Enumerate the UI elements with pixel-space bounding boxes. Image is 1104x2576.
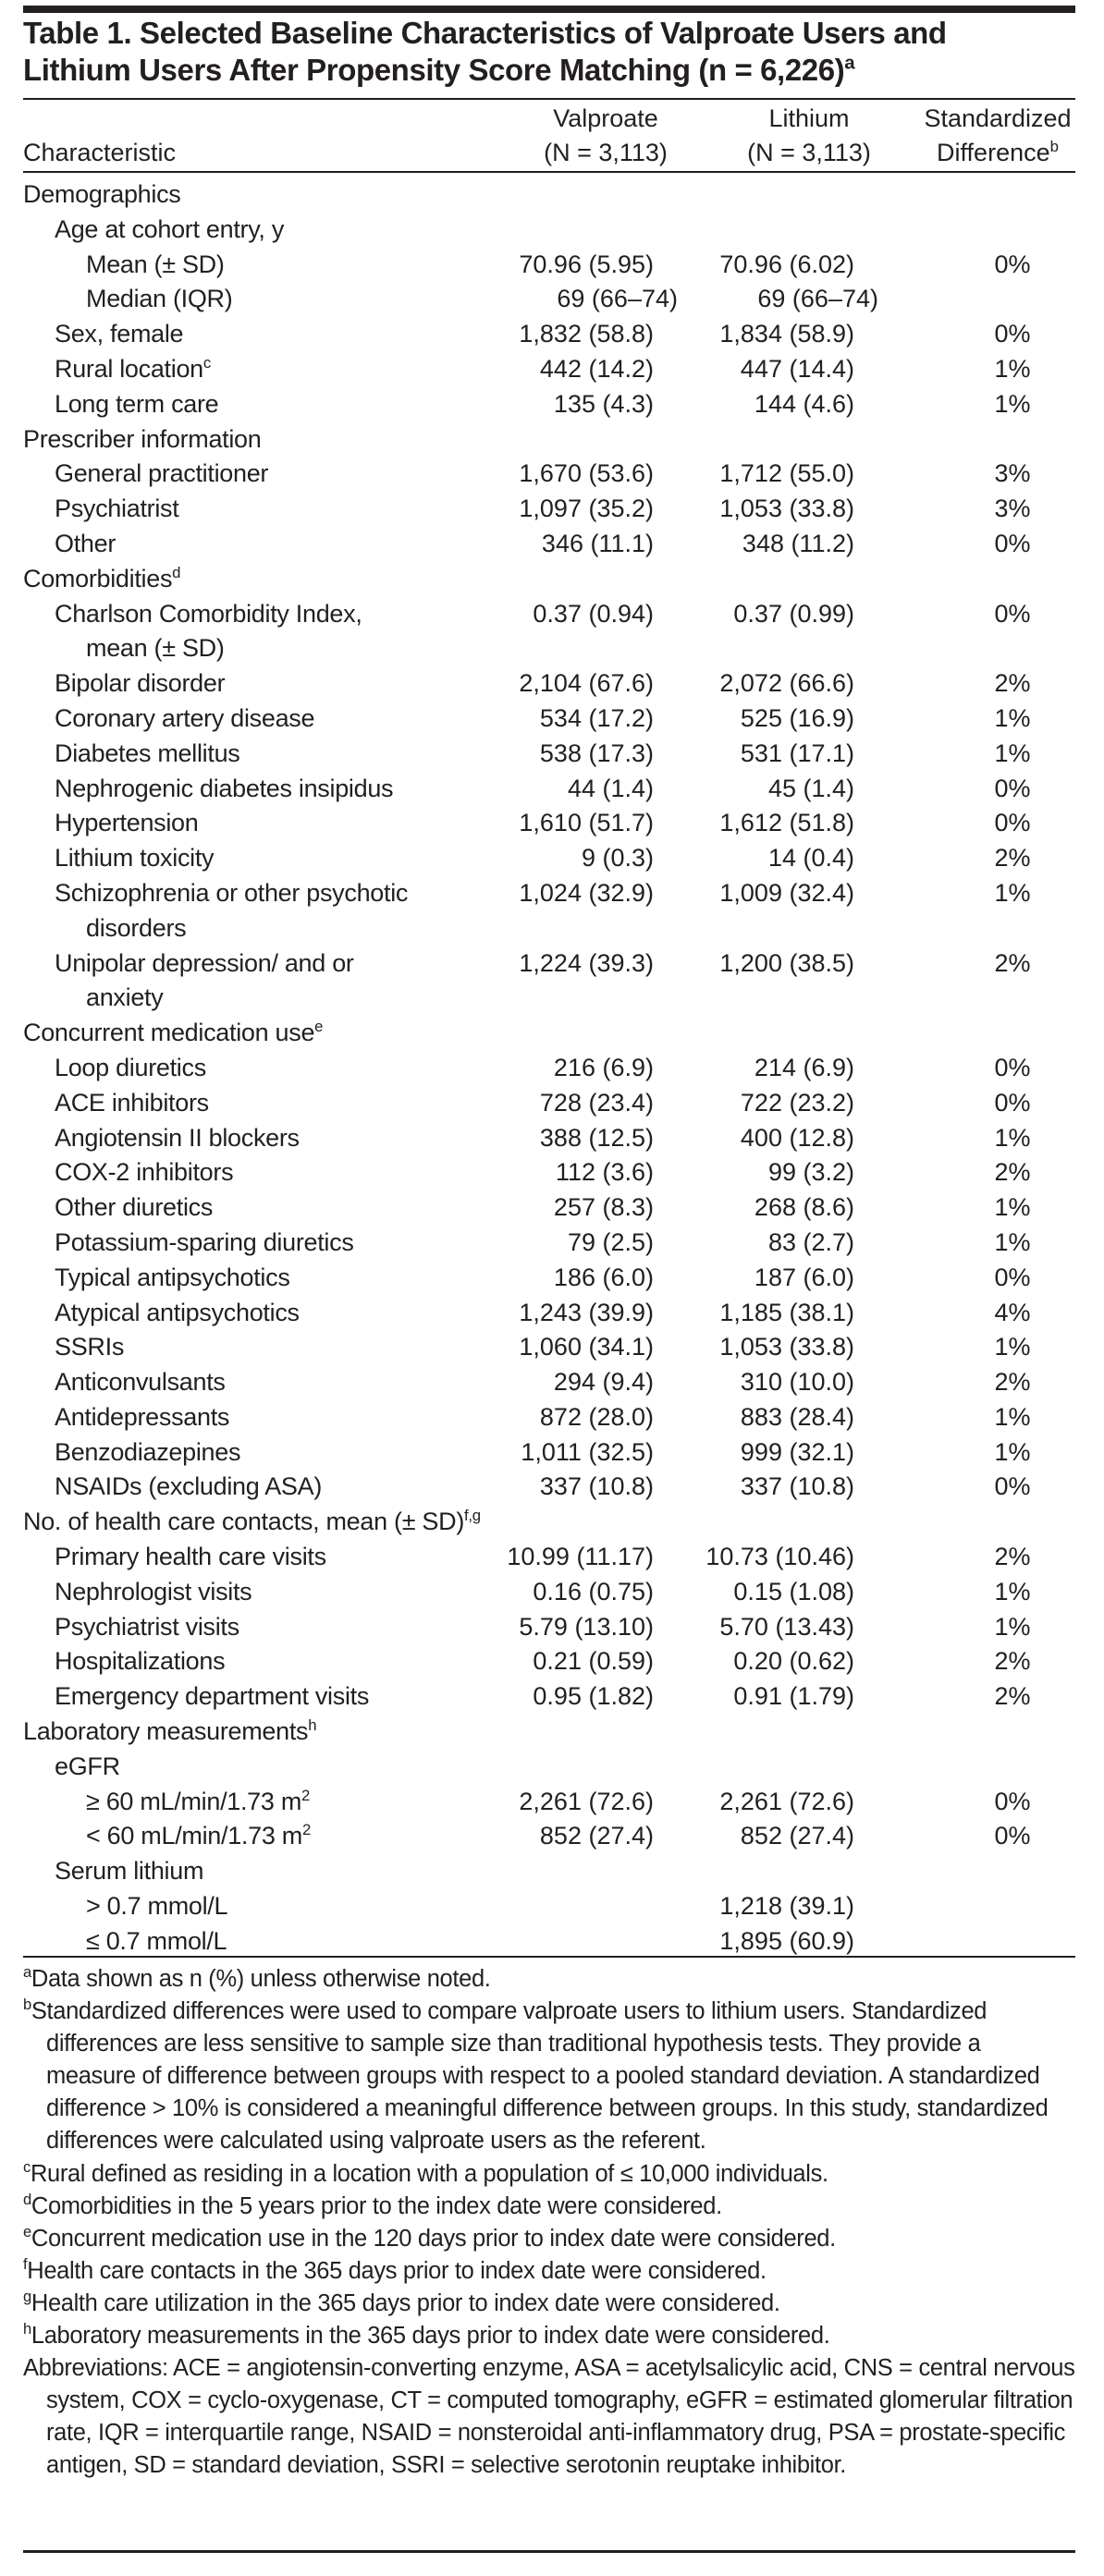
valproate-value: 1,610 (51.7)	[519, 809, 654, 837]
lithium-value: 531 (17.1)	[740, 739, 854, 767]
lithium-value: 0.15 (1.08)	[733, 1577, 854, 1605]
top-rule	[23, 6, 1075, 13]
lithium-value: 1,612 (51.8)	[719, 809, 854, 837]
table-row	[23, 1435, 1075, 1471]
footnote-mark: 2	[301, 1786, 311, 1804]
table-row	[23, 1854, 1075, 1889]
standardized-difference-value: 1%	[994, 878, 1031, 907]
lithium-value: 1,053 (33.8)	[719, 1333, 854, 1361]
row-label: Benzodiazepines	[55, 1437, 241, 1466]
lithium-value: 99 (3.2)	[767, 1158, 854, 1187]
valproate-value: 69 (66–74)	[557, 285, 678, 313]
row-label: mean (± SD)	[86, 634, 225, 663]
valproate-value: 0.21 (0.59)	[533, 1647, 654, 1676]
standardized-difference-value: 0%	[994, 1472, 1031, 1501]
table-footnotes	[23, 1963, 1075, 2483]
header-top-rule	[23, 98, 1075, 100]
section-header-row	[23, 1505, 1075, 1540]
standardized-difference-value: 0%	[994, 529, 1031, 557]
standardized-difference-value: 0%	[994, 599, 1031, 628]
row-label: Anticonvulsants	[55, 1368, 226, 1397]
row-label: Other diuretics	[55, 1193, 214, 1222]
row-label: Loop diuretics	[55, 1053, 206, 1081]
table-row	[23, 841, 1075, 876]
table-row	[23, 1086, 1075, 1121]
table-row	[23, 1330, 1075, 1365]
table-row	[23, 1750, 1075, 1785]
row-label: Atypical antipsychotics	[55, 1298, 300, 1326]
lithium-value: 70.96 (6.02)	[719, 250, 854, 278]
row-label: Antidepressants	[55, 1402, 230, 1431]
section-header-row	[23, 422, 1075, 458]
table-row	[23, 387, 1075, 422]
standardized-difference-value: 1%	[994, 1577, 1031, 1605]
table-row	[23, 352, 1075, 387]
lithium-value: 14 (0.4)	[767, 844, 854, 873]
row-label: Nephrologist visits	[55, 1577, 252, 1605]
row-label: < 60 mL/min/1.73 $m^2$	[86, 1821, 311, 1850]
valproate-value: 442 (14.2)	[539, 354, 654, 383]
lithium-value: 1,200 (38.5)	[719, 948, 854, 977]
lithium-value: 1,895 (60.9)	[719, 1926, 854, 1955]
valproate-value: 1,011 (32.5)	[521, 1437, 654, 1466]
valproate-value: 5.79 (13.10)	[519, 1612, 654, 1641]
valproate-value: 1,243 (39.9)	[519, 1298, 654, 1326]
lithium-value: 0.20 (0.62)	[733, 1647, 854, 1676]
footnote-e: $^e$Concurrent medication use in the 120 days prior to index date were considered.	[23, 2222, 836, 2252]
row-label: ACE inhibitors	[55, 1088, 209, 1117]
body-bottom-rule	[23, 1956, 1075, 1958]
table-row	[23, 317, 1075, 352]
standardized-difference-value: 0%	[994, 320, 1031, 348]
standardized-difference-value: 1%	[994, 1193, 1031, 1222]
table-body	[23, 177, 1075, 1959]
row-label: Concurrent medication use$^e$	[23, 1018, 324, 1047]
lithium-value: 0.91 (1.79)	[733, 1682, 854, 1711]
row-label: Nephrogenic diabetes insipidus	[55, 774, 394, 802]
valproate-value: 0.95 (1.82)	[533, 1682, 654, 1711]
footnote-mark: e	[314, 1018, 324, 1036]
lithium-value: 852 (27.4)	[740, 1822, 854, 1850]
lithium-value: 1,053 (33.8)	[719, 494, 854, 523]
table-row	[23, 1051, 1075, 1086]
lithium-value: 1,834 (58.9)	[719, 320, 854, 348]
row-label: Psychiatrist	[55, 494, 179, 523]
footnote-h: $^h$Laboratory measurements in the 365 days prior to index date were considered.	[23, 2320, 830, 2350]
standardized-difference-value: 2%	[994, 844, 1031, 873]
valproate-value: 257 (8.3)	[553, 1193, 654, 1222]
standardized-difference-value: 2%	[994, 1543, 1031, 1571]
row-label: Psychiatrist visits	[55, 1612, 239, 1641]
lithium-value: 310 (10.0)	[740, 1368, 854, 1397]
valproate-value: 79 (2.5)	[567, 1227, 654, 1256]
table-row	[23, 213, 1075, 248]
valproate-value: 1,024 (32.9)	[519, 878, 654, 907]
table-row	[23, 1924, 1075, 1959]
row-label: Bipolar disorder	[55, 669, 226, 698]
row-label: Rural location$^c$	[55, 353, 211, 383]
standardized-difference-value: 1%	[994, 739, 1031, 767]
table-header	[23, 102, 1075, 170]
table-row	[23, 946, 1075, 982]
footnote-f: $^f$Health care contacts in the 365 days prior to index date were considered.	[23, 2254, 767, 2284]
row-label: Serum lithium	[55, 1857, 204, 1886]
valproate-value: 728 (23.4)	[539, 1088, 654, 1117]
lithium-value: 999 (32.1)	[740, 1437, 854, 1466]
lithium-value: 883 (28.4)	[740, 1402, 854, 1431]
lithium-value: 0.37 (0.99)	[733, 599, 854, 628]
lithium-value: 722 (23.2)	[740, 1088, 854, 1117]
table-row	[23, 1644, 1075, 1679]
standardized-difference-value: 4%	[994, 1298, 1031, 1326]
valproate-value: 1,224 (39.3)	[519, 948, 654, 977]
row-label: No. of health care contacts, mean (± SD)$^{f,g}$	[23, 1507, 481, 1536]
row-label: Schizophrenia or other psychotic	[55, 878, 409, 907]
table-row	[23, 1155, 1075, 1190]
valproate-value: 44 (1.4)	[567, 774, 654, 802]
row-label: Potassium-sparing diuretics	[55, 1227, 354, 1256]
lithium-value: 1,712 (55.0)	[719, 459, 854, 488]
valproate-value: 852 (27.4)	[539, 1822, 654, 1850]
row-label: Laboratory measurements$^h$	[23, 1716, 317, 1746]
standardized-difference-value: 0%	[994, 1088, 1031, 1117]
table-row	[23, 1226, 1075, 1261]
valproate-value: 534 (17.2)	[539, 703, 654, 732]
standardized-difference-value: 2%	[994, 1647, 1031, 1676]
row-label: Unipolar depression/ and or	[55, 948, 354, 977]
section-header-row	[23, 1715, 1075, 1750]
table-row	[23, 1819, 1075, 1854]
row-label: ≥ 60 mL/min/1.73 $m^2$	[86, 1786, 311, 1815]
row-label: Long term care	[55, 389, 219, 418]
row-label: Median (IQR)	[86, 285, 233, 313]
table-row	[23, 876, 1075, 911]
footnote-mark: c	[202, 353, 211, 372]
standardized-difference-value: 2%	[994, 1368, 1031, 1397]
table-row	[23, 806, 1075, 841]
footnote-d: $^d$Comorbidities in the 5 years prior to the index date were considered.	[23, 2190, 722, 2219]
standardized-difference-value: 1%	[994, 1123, 1031, 1152]
title-footnote-mark: a	[844, 52, 855, 74]
lithium-value: 348 (11.2)	[742, 529, 854, 557]
table-row	[23, 772, 1075, 807]
valproate-value: 337 (10.8)	[539, 1472, 654, 1501]
standardized-difference-value: 0%	[994, 1787, 1031, 1815]
abbreviations-note: Abbreviations: ACE = angiotensin-converting enzyme, ASA = acetylsalicylic acid, CNS = central nervous system, COX = cyclo-oxygenase, CT = computed tomography, eGFR = estimated glomerular filtration rate, IQR = interquartile range, NSAID = nonsteroidal anti-inflammatory drug, PSA = prostate-specific antigen, SD = standard deviation, SSRI = selective serotonin reuptake inhibitor.	[23, 2355, 1075, 2479]
row-label: SSRIs	[55, 1333, 125, 1361]
valproate-value: 112 (3.6)	[555, 1158, 654, 1187]
standardized-difference-value: 1%	[994, 389, 1031, 418]
valproate-value: 0.16 (0.75)	[533, 1577, 654, 1605]
valproate-value: 2,261 (72.6)	[519, 1787, 654, 1815]
row-label: Hospitalizations	[55, 1647, 226, 1676]
lithium-value: 525 (16.9)	[740, 703, 854, 732]
row-label: COX-2 inhibitors	[55, 1158, 234, 1187]
row-label: Charlson Comorbidity Index,	[55, 599, 362, 628]
section-header-row	[23, 1016, 1075, 1051]
valproate-value: 1,832 (58.8)	[519, 320, 654, 348]
lithium-value: 10.73 (10.46)	[705, 1543, 854, 1571]
lithium-value: 45 (1.4)	[767, 774, 854, 802]
table-row	[23, 282, 1075, 317]
lithium-value: 447 (14.4)	[740, 354, 854, 383]
standardized-difference-value: 1%	[994, 1333, 1031, 1361]
row-label: General practitioner	[55, 459, 269, 488]
valproate-value: 872 (28.0)	[539, 1402, 654, 1431]
table-row	[23, 1121, 1075, 1156]
row-label: Demographics	[23, 180, 181, 208]
lithium-value: 2,072 (66.6)	[719, 669, 854, 698]
section-header-row	[23, 177, 1075, 213]
row-label: Diabetes mellitus	[55, 739, 240, 767]
lithium-value: 1,009 (32.4)	[719, 878, 854, 907]
standardized-difference-value: 0%	[994, 250, 1031, 278]
standardized-difference-value: 0%	[994, 1053, 1031, 1081]
valproate-value: 2,104 (67.6)	[519, 669, 654, 698]
row-label: Emergency department visits	[55, 1682, 370, 1711]
table-row	[23, 527, 1075, 562]
valproate-value: 1,670 (53.6)	[519, 459, 654, 488]
row-label: Angiotensin II blockers	[55, 1123, 300, 1152]
table-row	[23, 1190, 1075, 1226]
standardized-difference-value: 0%	[994, 1263, 1031, 1291]
row-label: NSAIDs (excluding ASA)	[55, 1472, 323, 1501]
column-header-characteristic: Characteristic	[23, 139, 177, 166]
lithium-value: 400 (12.8)	[740, 1123, 854, 1152]
column-header-standardized-difference: Standardized Difference$^b$	[924, 104, 1072, 166]
standardized-difference-value: 1%	[994, 1227, 1031, 1256]
column-header-valproate: Valproate (N = 3,113)	[544, 104, 668, 166]
table-row	[23, 248, 1075, 283]
table-row	[23, 1540, 1075, 1575]
valproate-value: 186 (6.0)	[553, 1263, 654, 1291]
row-label: disorders	[86, 913, 187, 942]
standardized-difference-value: 2%	[994, 948, 1031, 977]
standardized-difference-value: 2%	[994, 1682, 1031, 1711]
valproate-value: 538 (17.3)	[539, 739, 654, 767]
lithium-value: 83 (2.7)	[767, 1227, 854, 1256]
lithium-value: 1,185 (38.1)	[719, 1298, 854, 1326]
standardized-difference-value: 0%	[994, 774, 1031, 802]
valproate-value: 70.96 (5.95)	[519, 250, 654, 278]
table-row	[23, 1610, 1075, 1645]
footnote-mark: h	[308, 1716, 317, 1735]
standardized-difference-value: 1%	[994, 1402, 1031, 1431]
standardized-difference-value: 0%	[994, 809, 1031, 837]
table-row	[23, 1575, 1075, 1610]
standardized-difference-value: 3%	[994, 459, 1031, 488]
row-label: > 0.7 mmol/L	[86, 1892, 228, 1921]
valproate-value: 1,060 (34.1)	[519, 1333, 654, 1361]
table-title	[23, 15, 1075, 89]
table-row	[23, 981, 1075, 1016]
table-row	[23, 666, 1075, 702]
lithium-value: 214 (6.9)	[754, 1053, 854, 1081]
row-label: Primary health care visits	[55, 1543, 326, 1571]
lithium-value: 69 (66–74)	[757, 285, 878, 313]
valproate-value: 346 (11.1)	[541, 529, 654, 557]
row-label: Typical antipsychotics	[55, 1263, 290, 1291]
standardized-difference-value: 3%	[994, 494, 1031, 523]
row-label: Mean (± SD)	[86, 250, 225, 278]
row-label: eGFR	[55, 1752, 120, 1780]
standardized-difference-value: 0%	[994, 1822, 1031, 1850]
table-row	[23, 631, 1075, 666]
valproate-value: 294 (9.4)	[553, 1368, 654, 1397]
lithium-value: 2,261 (72.6)	[719, 1787, 854, 1815]
footnote-g: $^g$Health care utilization in the 365 days prior to index date were considered.	[23, 2288, 780, 2316]
lithium-value: 187 (6.0)	[754, 1263, 854, 1291]
footnote-b: $^b$Standardized differences were used to compare valproate users to lithium users. Standardized differences are less sensitive to sample size than traditional hypothesis tests. They provide a measure of difference between groups with respect to a pooled standard deviation. A standardized difference > 10% is considered a meaningful difference between groups. In this study, standardized differences were calculated using valproate users as the referent.	[23, 1996, 1049, 2155]
row-label: Age at cohort entry, y	[55, 214, 285, 243]
table-row	[23, 1296, 1075, 1331]
standardized-difference-value: 2%	[994, 1158, 1031, 1187]
valproate-value: 0.37 (0.94)	[533, 599, 654, 628]
row-label: Other	[55, 529, 117, 557]
standardized-difference-value: 1%	[994, 703, 1031, 732]
table-row	[23, 1261, 1075, 1296]
valproate-value: 388 (12.5)	[539, 1123, 654, 1152]
valproate-value: 10.99 (11.17)	[507, 1543, 654, 1571]
table-row	[23, 597, 1075, 632]
table-row	[23, 1365, 1075, 1400]
table-row	[23, 1679, 1075, 1715]
table-row	[23, 457, 1075, 492]
column-header-lithium: Lithium (N = 3,113)	[747, 104, 871, 166]
header-bottom-rule	[23, 171, 1075, 173]
row-label: anxiety	[86, 983, 164, 1012]
title-line-2: Lithium Users After Propensity Score Matching (n = 6,226)$^a$	[23, 52, 855, 87]
footnote-mark: 2	[301, 1821, 311, 1839]
lithium-value: 5.70 (13.43)	[719, 1612, 854, 1641]
section-header-row	[23, 562, 1075, 597]
row-label: Hypertension	[55, 809, 199, 837]
row-label: Coronary artery disease	[55, 703, 315, 732]
footnote-mark: f,g	[464, 1507, 481, 1525]
title-line-1: Table 1. Selected Baseline Characteristics of Valproate Users and	[23, 16, 947, 50]
table-row	[23, 911, 1075, 946]
row-label: Lithium toxicity	[55, 844, 215, 873]
lithium-value: 268 (8.6)	[754, 1193, 854, 1222]
valproate-value: 135 (4.3)	[553, 389, 654, 418]
bottom-rule	[23, 2550, 1075, 2553]
valproate-value: 9 (0.3)	[581, 844, 654, 873]
footnote-mark: d	[172, 563, 181, 581]
lithium-value: 144 (4.6)	[754, 389, 854, 418]
table-row	[23, 1400, 1075, 1435]
valproate-value: 216 (6.9)	[553, 1053, 654, 1081]
row-label: Sex, female	[55, 320, 184, 348]
table-row	[23, 1785, 1075, 1820]
table-row	[23, 1889, 1075, 1924]
standardized-difference-value: 2%	[994, 669, 1031, 698]
lithium-value: 337 (10.8)	[740, 1472, 854, 1501]
row-label: Prescriber information	[23, 424, 262, 453]
row-label: Comorbidities$^d$	[23, 563, 181, 592]
standardized-difference-value: 1%	[994, 1612, 1031, 1641]
footnote-c: $^c$Rural defined as residing in a location with a population of ≤ 10,000 individuals.	[23, 2157, 828, 2187]
lithium-value: 1,218 (39.1)	[719, 1892, 854, 1921]
standardized-difference-value: 1%	[994, 354, 1031, 383]
standardized-difference-value: 1%	[994, 1437, 1031, 1466]
table-row	[23, 1470, 1075, 1505]
table-row	[23, 492, 1075, 527]
table-row	[23, 737, 1075, 772]
footnote-a: $^a$Data shown as n (%) unless otherwise noted.	[23, 1963, 491, 1992]
table-row	[23, 702, 1075, 737]
valproate-value: 1,097 (35.2)	[519, 494, 654, 523]
row-label: ≤ 0.7 mmol/L	[86, 1926, 227, 1955]
